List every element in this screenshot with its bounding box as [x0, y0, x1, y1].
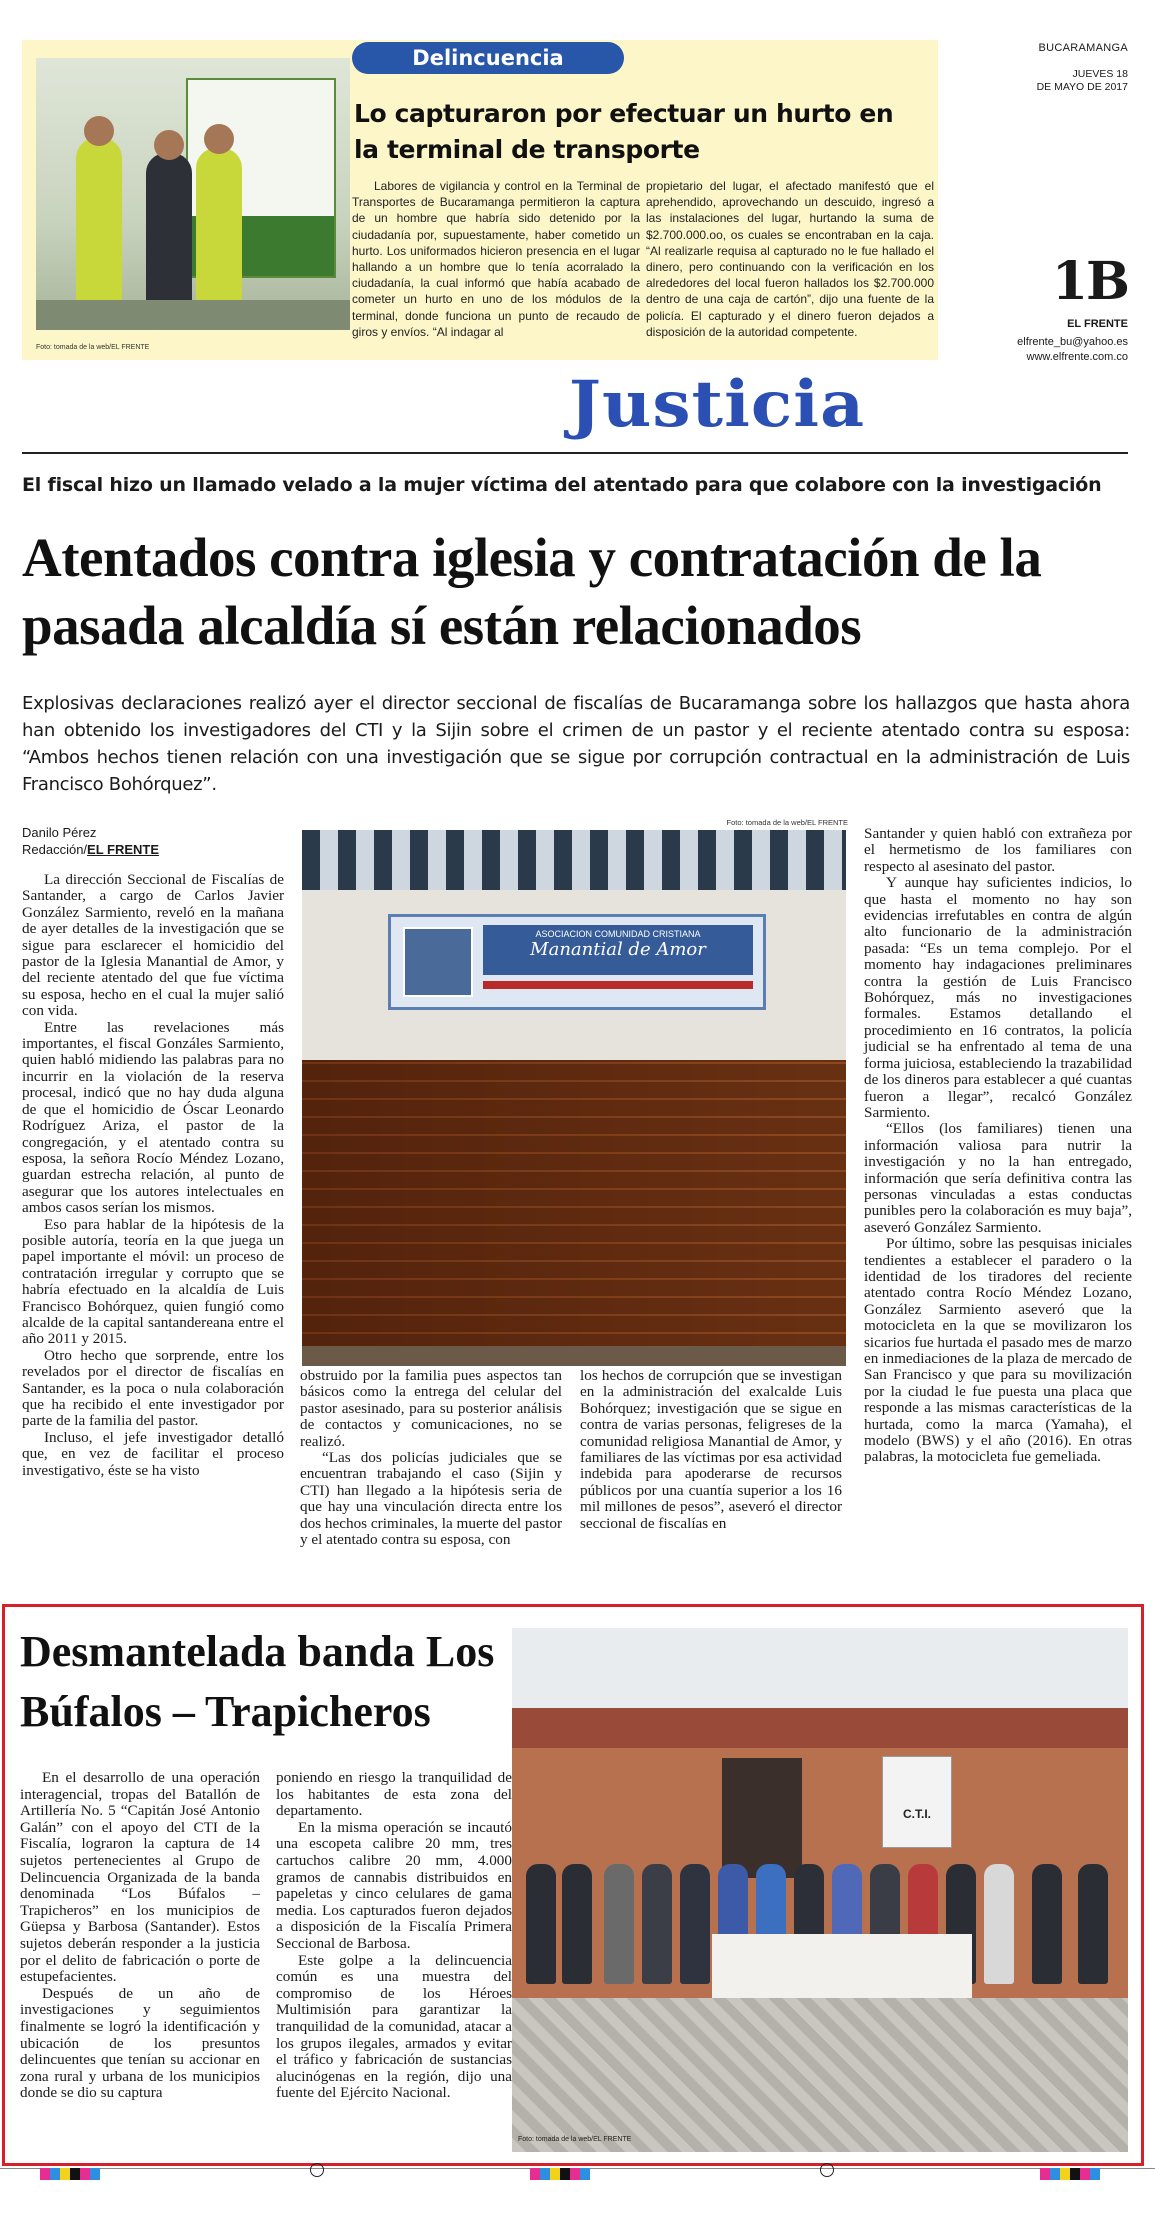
- boxed-photo-credit: Foto: tomada de la web/EL FRENTE: [518, 2136, 632, 2143]
- boxed-paragraph: En la misma operación se incautó una escopeta calibre 20 mm, tres cartuchos calibre 20 mm, 4.000 gramos de cannabis distribuidos en papeletas y cinco celulares de gama media. Los capturados fueron dejados a disposición de la Fiscalía Primera Seccional de Barbosa.: [276, 1818, 512, 1952]
- church-sign-line-1: ASOCIACION COMUNIDAD CRISTIANA: [535, 929, 701, 939]
- main-column-1: [22, 872, 284, 1479]
- church-sign-line-2: Manantial de Amor: [530, 939, 706, 960]
- brief-box: [22, 40, 938, 360]
- masthead-city: BUCARAMANGA: [1038, 42, 1128, 54]
- boxed-story-title: Desmantelada banda Los Búfalos – Trapicheros: [20, 1627, 495, 1736]
- boxed-paragraph: poniendo en riesgo la tranquilidad de los habitantes de esta zona del departamento.: [276, 1769, 512, 1820]
- page-number: 1B: [1051, 251, 1128, 312]
- boxed-column-2: [276, 1770, 512, 2102]
- masthead-date: [978, 68, 1128, 94]
- photo-person: [642, 1864, 672, 1984]
- boxed-paragraph: Este golpe a la delincuencia común es una muestra del compromiso de los Héroes Multimisión para garantizar la tranquilidad de la comunidad, atacar a los grupos ilegales, armados y evitar el tráfico y fabricación de sustancias alucinógenas en la región, dijo una fuente del Ejército Nacional.: [276, 1951, 512, 2102]
- cti-sign: [882, 1756, 952, 1848]
- church-logo-icon: [403, 927, 473, 997]
- main-paragraph: los hechos de corrupción que se investigan en la administración del exalcalde Luis Bohórquez; investigación que se sigue en contra de varias personas, feligreses de la comunidad religiosa Manantial de Amor, y familiares de las víctimas por esa actividad indebida para apoderarse de recursos públicos por una cuantía superior a los 16 mil millones de pesos”, aseveró el director seccional de fiscalías en: [580, 1367, 842, 1532]
- masthead-date-line-1: JUEVES 18: [1072, 68, 1128, 80]
- main-paragraph: Incluso, el jefe investigador detalló que, en vez de facilitar el proceso investigativo, éste se ha visto: [22, 1428, 284, 1479]
- photo-brick-wall: [302, 1060, 846, 1350]
- main-paragraph: “Ellos (los familiares) tienen una información valiosa para nutrir la investigación y no la han entregado, información que sería definitiva contra las personas vinculadas a estas conductas punibles pero la colaboración es muy baja”, aseveró González Sarmiento.: [864, 1120, 1132, 1236]
- color-registration-bar: [530, 2168, 590, 2180]
- brief-photo-credit: Foto: tomada de la web/EL FRENTE: [36, 344, 150, 351]
- main-paragraph: Eso para hablar de la hipótesis de la posible autoría, teoría en la que juega un papel importante el móvil: un proceso de contratación irregular y corrupto que se habría efectuado en la alcaldía de Luis Francisco Bohórquez, quien fungió como alcalde de la capital santandereana entre el año 2011 y 2015.: [22, 1215, 284, 1348]
- main-column-3: [580, 1368, 842, 1532]
- registration-crosshair: [820, 2163, 834, 2177]
- main-photo: [302, 830, 846, 1366]
- main-paragraph: Santander y quien habló con extrañeza por el hermetismo de los familiares con respecto al asesinato del pastor.: [864, 825, 1132, 875]
- cti-sign-text: C.T.I.: [902, 1807, 931, 1821]
- photo-pavement: [512, 1998, 1128, 2152]
- boxed-paragraph: En el desarrollo de una operación interagencial, tropas del Batallón de Artillería No. 5 “Capitán José Antonio Galán” con el apoyo del CTI de la Fiscalía, lograron la captura de 14 sujetos pertenecientes al Grupo de Delincuencia Organizada de la banda denominada “Los Búfalos – Trapicheros” en los municipios de Güepsa y Barbosa (Santander). Estos sujetos deberán responder a la justicia por el delito de fabricación o porte de estupefacientes.: [20, 1769, 260, 1986]
- photo-roof: [512, 1708, 1128, 1748]
- newspaper-name: EL FRENTE: [1067, 318, 1128, 330]
- byline-paper: EL FRENTE: [87, 842, 160, 857]
- main-lead: Explosivas declaraciones realizó ayer el director seccional de fiscalías de Bucaramanga sobre los hallazgos que hasta ahora han obtenido los investigadores del CTI y la Sijin sobre el crimen de un pastor y el reciente atentado contra su esposa: “Ambos hechos tienen relación con una investigación que se sigue por corrupción contractual en la administración de Luis Francisco Bohórquez”.: [22, 693, 1130, 795]
- registration-crosshair: [310, 2163, 324, 2177]
- main-paragraph: La dirección Seccional de Fiscalías de Santander, a cargo de Carlos Javier González Sarmiento, reveló en la mañana de ayer detalles de la investigación que se sigue para esclarecer el homicidio del pastor de la Iglesia Manantial de Amor, y del reciente atentado del que fue víctima su esposa, hecho en el cual la mujer salió con vida.: [22, 871, 284, 1020]
- main-column-4: [864, 826, 1132, 1466]
- photo-person: [1032, 1864, 1062, 1984]
- color-registration-bar: [40, 2168, 100, 2180]
- byline: [22, 824, 282, 858]
- brief-column-1: Labores de vigilancia y control en la Terminal de Transportes de Bucaramanga permitieron la captura de un hombre que habría sido detenido por la ciudadanía por, supuestamente, haber cometido un hurto. Los uniformados hicieron presencia en el lugar hallando a un hombre que lo tenía acorralado la ciudadanía, la cual informó que había acabado de cometer un hurto en uno de los módulos de la terminal, donde funciona un punto de recaudo de giros y envíos. “Al indagar al: [352, 179, 640, 339]
- photo-person: [680, 1864, 710, 1984]
- boxed-column-1: [20, 1770, 260, 2102]
- main-paragraph: Otro hecho que sorprende, entre los revelados por el director de fiscalías en Santander, es la poca o nula colaboración que ha recibido el ente investigador por parte de la familia del pastor.: [22, 1346, 284, 1430]
- boxed-photo: [512, 1628, 1128, 2152]
- photo-sky: [512, 1628, 1128, 1708]
- photo-person: [526, 1864, 556, 1984]
- photo-person: [562, 1864, 592, 1984]
- photo-person: [1078, 1864, 1108, 1984]
- main-headline: Atentados contra iglesia y contratación de la pasada alcaldía sí están relacionados: [22, 527, 1042, 656]
- main-kicker: El fiscal hizo un llamado velado a la mujer víctima del atentado para que colabore con la investigación: [22, 474, 1102, 496]
- photo-person: [984, 1864, 1014, 1984]
- byline-desk-label: Redacción/: [22, 842, 88, 857]
- main-paragraph: “Las dos policías judiciales que se encuentran trabajando el caso (Sijin y CTI) han llegado a la hipótesis seria de que hay una vinculación directa entre los dos hechos criminales, la muerte del pastor y el atentado contra su esposa, con: [300, 1449, 562, 1549]
- section-title: Justicia: [568, 367, 866, 442]
- main-paragraph: Entre las revelaciones más importantes, el fiscal Gonzáles Sarmiento, quien habló midiendo las palabras para no incurrir en la violación de la reserva procesal, indicó que no hay duda alguna de que el homicidio de Óscar Leonardo Rodríguez Ariza, el pastor de la congregación, y el atentado contra su esposa, la señora Rocío Méndez Lozano, guardan estrecha relación, al punto de asegurar que los autores intelectuales en ambos casos serían los mismos.: [22, 1018, 284, 1217]
- brief-kicker: Delincuencia: [352, 42, 624, 74]
- brief-photo: [36, 58, 350, 330]
- boxed-paragraph: Después de un año de investigaciones y seguimientos finalmente se logró la identificación y ubicación de los presuntos delincuentes que tenían su accionar en zona rural y urbana de los municipios donde se dio su captura: [20, 1984, 260, 2102]
- brief-title: Lo capturaron por efectuar un hurto en la terminal de transporte: [354, 99, 894, 164]
- masthead-date-line-2: DE MAYO DE 2017: [1036, 81, 1128, 93]
- main-paragraph: Y aunque hay suficientes indicios, lo que hasta el momento no hay son evidencias irrefutables en contra de algún alto funcionario de la administración pasada: “Es un tema complejo. Por el momento hay indagaciones preliminares contra la gestión de Luis Francisco Bohórquez, más no investigaciones formales. Estamos detallando el procedimiento en 16 contratos, la policía judicial se ha enfrentado al tema de una forma juiciosa, estableciendo la trazabilidad de los dineros para establecer a qué cuantas fueron a llegar”, recalcó González Sarmiento.: [864, 874, 1132, 1121]
- newspaper-website: www.elfrente.com.co: [1026, 351, 1128, 363]
- church-sign-red-band: [483, 981, 753, 989]
- photo-lattice: [302, 830, 846, 890]
- main-paragraph: obstruido por la familia pues aspectos tan básicos como la entrega del celular del pastor asesinado, para su posterior análisis de contactos y comunicaciones, no se realizó.: [300, 1367, 562, 1450]
- section-divider: [22, 452, 1128, 454]
- photo-door: [722, 1758, 802, 1878]
- newspaper-email: elfrente_bu@yahoo.es: [1017, 336, 1128, 348]
- church-sign-band: [483, 925, 753, 975]
- photo-ground: [302, 1346, 846, 1366]
- color-registration-bar: [1040, 2168, 1100, 2180]
- main-column-2: [300, 1368, 562, 1548]
- photo-church-sign: [388, 914, 766, 1010]
- brief-column-2: propietario del lugar, el afectado manifestó que el aprehendido, aprovechando un descuido, ingresó a las instalaciones del lugar, hurtando la suma de $2.700.000.oo, os cuales se encontraban en la caja. “Al realizarle requisa al capturado no le fue hallado el dinero, pero continuando con la verificación en los alrededores del local fueron hallados los $2.700.000 dentro de una caja de cartón”, dijo una fuente de la policía. El capturado y el dinero fueron dejados a disposición de la autoridad competente.: [646, 179, 934, 339]
- byline-author: Danilo Pérez: [22, 825, 97, 840]
- byline-desk: [22, 841, 282, 858]
- main-paragraph: Por último, sobre las pesquisas iniciales tendientes a establecer el paradero o la identidad de los tiradores del reciente atentado contra Rocío Méndez Lozano, González Sarmiento aseveró que la motocicleta en la que se movilizaron los sicarios fue hurtada el pasado mes de marzo en inmediaciones de la plaza de mercado de San Francisco y que para su movilización por la ciudad le fue puesta una placa que responde a las mismas características de la hurtada, como la marca (Yamaha), el modelo (BWS) y el año (2016). En otras palabras, la motocicleta fue gemeliada.: [864, 1235, 1132, 1466]
- photo-person: [604, 1864, 634, 1984]
- main-photo-credit: Foto: tomada de la web/EL FRENTE: [726, 818, 848, 827]
